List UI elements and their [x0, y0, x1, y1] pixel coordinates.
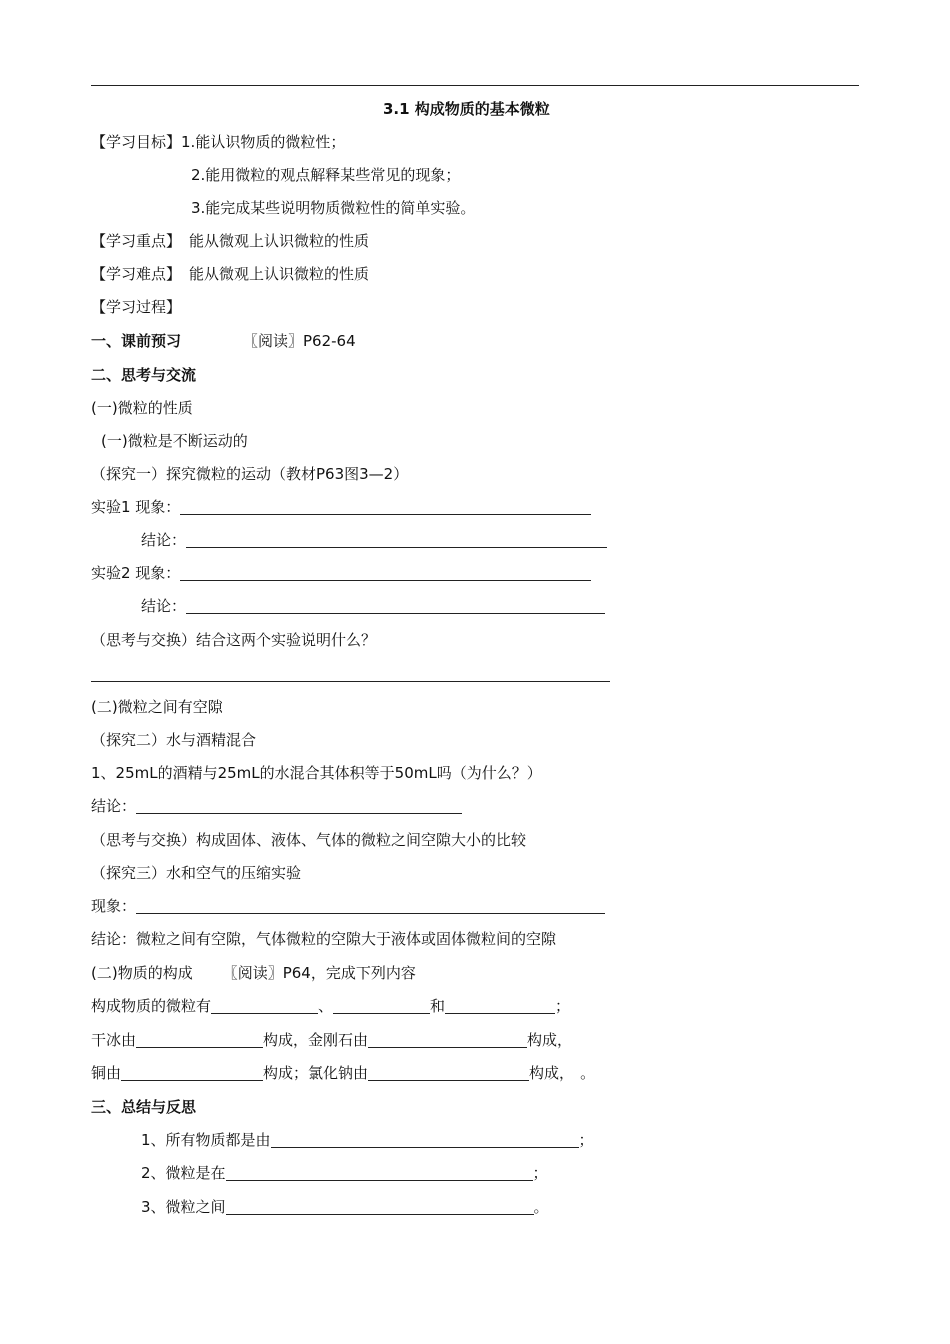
answer-blank[interactable]	[180, 565, 591, 581]
copper-prefix: 铜由	[91, 1064, 122, 1082]
explore-2: （探究二）水与酒精混合	[91, 731, 257, 749]
answer-blank[interactable]	[186, 598, 605, 614]
key-point-label: 【学习重点】	[91, 232, 182, 250]
copper-nacl-row	[91, 1063, 595, 1083]
objective-item: 1.能认识物质的微粒性；	[181, 133, 346, 151]
page-title: 3.1 构成物质的基本微粒	[383, 100, 550, 118]
reading-2: 〖阅读〗P64，完成下列内容	[222, 964, 416, 982]
answer-blank[interactable]	[226, 1199, 534, 1215]
made-of-text: 构成；	[263, 1064, 309, 1082]
exp1-label: 实验1 现象：	[91, 498, 181, 516]
period: 。	[580, 1064, 596, 1082]
answer-blank[interactable]	[368, 1065, 529, 1081]
summary-prefix: 2、微粒是在	[141, 1164, 226, 1182]
nacl-prefix: 氯化钠由	[308, 1064, 369, 1082]
objective-item: 2.能用微粒的观点解释某些常见的现象；	[191, 166, 461, 184]
think-1: （思考与交换）结合这两个实验说明什么？	[91, 631, 377, 649]
phenomenon-label: 现象：	[91, 897, 137, 915]
dryice-diamond-row	[91, 1030, 572, 1050]
exp2-label: 实验2 现象：	[91, 564, 181, 582]
objectives-label: 【学习目标】	[91, 133, 182, 151]
dryice-prefix: 干冰由	[91, 1031, 137, 1049]
exp1-phenomenon-row	[91, 497, 591, 517]
answer-blank[interactable]	[136, 798, 462, 814]
conclusion-statement: 结论：微粒之间有空隙，气体微粒的空隙大于液体或固体微粒间的空隙	[91, 930, 557, 948]
header-rule	[91, 85, 859, 86]
question-1: 1、25mL的酒精与25mL的水混合其体积等于50mL吗（为什么？）	[91, 764, 542, 782]
section3-heading: 三、总结与反思	[91, 1098, 197, 1116]
answer-blank[interactable]	[445, 998, 555, 1014]
section2-heading: 二、思考与交流	[91, 366, 197, 384]
made-of-text: 构成，	[263, 1031, 309, 1049]
conclusion-label: 结论：	[141, 531, 187, 549]
answer-blank[interactable]	[121, 1065, 263, 1081]
compose-prefix: 构成物质的微粒有	[91, 997, 212, 1015]
summary-item	[141, 1197, 549, 1217]
answer-blank[interactable]	[136, 898, 605, 914]
summary-prefix: 1、所有物质都是由	[141, 1131, 271, 1149]
think-2: （思考与交换）构成固体、液体、气体的微粒之间空隙大小的比较	[91, 831, 527, 849]
subsection-title: (二)微粒之间有空隙	[91, 698, 223, 716]
summary-end: 。	[533, 1198, 549, 1216]
answer-blank[interactable]	[226, 1165, 533, 1181]
answer-blank[interactable]	[136, 1032, 263, 1048]
subsection-title: (二)物质的构成	[91, 964, 193, 982]
made-of-text: 构成，	[529, 1064, 575, 1082]
answer-blank[interactable]	[180, 499, 591, 515]
summary-item	[141, 1163, 548, 1183]
explore-3: （探究三）水和空气的压缩实验	[91, 864, 302, 882]
key-point-text: 能从微观上认识微粒的性质	[189, 232, 370, 250]
difficulty-row	[91, 264, 369, 284]
q1-conclusion-row	[91, 796, 462, 816]
separator: ；	[555, 997, 571, 1015]
separator: 、	[318, 997, 334, 1015]
separator: 和	[430, 997, 446, 1015]
explore-1: （探究一）探究微粒的运动（教材P63图3—2）	[91, 465, 409, 483]
answer-blank[interactable]	[186, 532, 607, 548]
subsection-title: (一)微粒的性质	[91, 399, 193, 417]
difficulty-text: 能从微观上认识微粒的性质	[189, 265, 370, 283]
section1-heading: 一、课前预习	[91, 332, 182, 350]
objectives-row-1	[91, 132, 345, 152]
matter-composition-row	[91, 963, 416, 983]
phenomenon-row	[91, 896, 605, 916]
answer-line[interactable]	[91, 681, 610, 682]
answer-blank[interactable]	[211, 998, 318, 1014]
section1-row	[91, 331, 356, 351]
exp2-phenomenon-row	[91, 563, 591, 583]
exp1-conclusion-row	[141, 530, 607, 550]
difficulty-label: 【学习难点】	[91, 265, 182, 283]
objective-item: 3.能完成某些说明物质微粒性的简单实验。	[191, 199, 476, 217]
made-of-text: 构成，	[527, 1031, 573, 1049]
summary-end: ；	[532, 1164, 548, 1182]
diamond-prefix: 金刚石由	[308, 1031, 369, 1049]
answer-blank[interactable]	[271, 1132, 579, 1148]
conclusion-label: 结论：	[91, 797, 137, 815]
key-point-row	[91, 231, 369, 251]
summary-end: ；	[578, 1131, 594, 1149]
conclusion-label: 结论：	[141, 597, 187, 615]
answer-blank[interactable]	[368, 1032, 527, 1048]
summary-item	[141, 1130, 594, 1150]
answer-blank[interactable]	[333, 998, 430, 1014]
section1-reading: 〖阅读〗P62-64	[243, 332, 356, 350]
subsection-title: (一)微粒是不断运动的	[101, 432, 248, 450]
summary-prefix: 3、微粒之间	[141, 1198, 226, 1216]
process-label: 【学习过程】	[91, 298, 182, 316]
exp2-conclusion-row	[141, 596, 605, 616]
compose-row	[91, 996, 570, 1016]
